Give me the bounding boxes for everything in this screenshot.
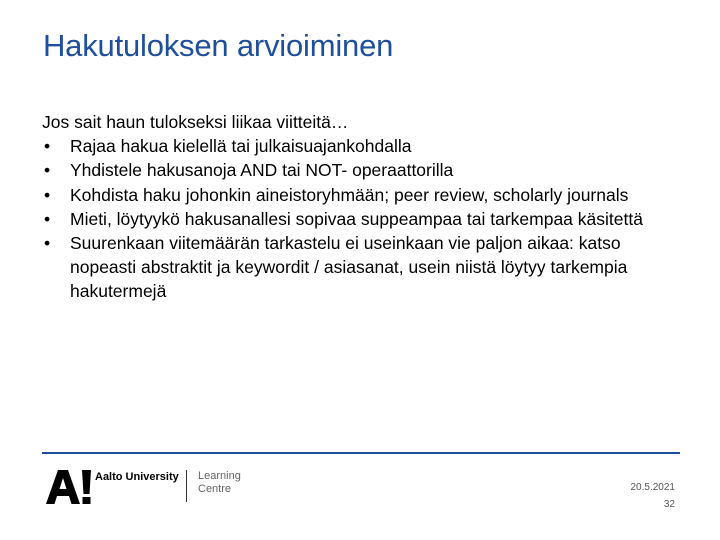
bullet-text: Suurenkaan viitemäärän tarkastelu ei useinkaan vie paljon aikaa: katso nopeasti abstraktit ja keywordit / asiasanat, usein niistä löytyy tarkempia hakutermejä (70, 233, 628, 302)
unit-name (198, 470, 241, 495)
bullet-icon: • (44, 160, 51, 181)
list-item (42, 183, 682, 207)
slide-body (42, 110, 682, 304)
bullet-icon: • (44, 136, 51, 157)
list-item (42, 231, 682, 304)
list-item (42, 158, 682, 182)
slide-date: 20.5.2021 (630, 482, 675, 493)
bullet-text: Kohdista haku johonkin aineistoryhmään; peer review, scholarly journals (70, 184, 629, 205)
unit-line-1: Learning (198, 470, 241, 482)
aalto-logo-icon (46, 470, 92, 504)
footer-divider (42, 452, 680, 454)
bullet-list (42, 134, 682, 303)
bullet-icon: • (44, 184, 51, 205)
page-number: 32 (663, 499, 675, 510)
bullet-icon: • (44, 208, 51, 229)
bullet-text: Yhdistele hakusanoja AND tai NOT- operaattorilla (70, 160, 454, 181)
list-item (42, 134, 682, 158)
unit-line-2: Centre (198, 482, 232, 495)
bullet-text: Mieti, löytyykö hakusanallesi sopivaa suppeampaa tai tarkempaa käsitettä (70, 208, 643, 229)
logo-separator (186, 470, 187, 502)
university-name: Aalto University (95, 471, 179, 483)
slide-title: Hakutuloksen arvioiminen (43, 28, 394, 63)
intro-text: Jos sait haun tulokseksi liikaa viitteitä… (42, 112, 349, 132)
bullet-icon: • (44, 233, 51, 254)
bullet-text: Rajaa hakua kielellä tai julkaisuajankohdalla (70, 136, 412, 157)
list-item (42, 207, 682, 231)
